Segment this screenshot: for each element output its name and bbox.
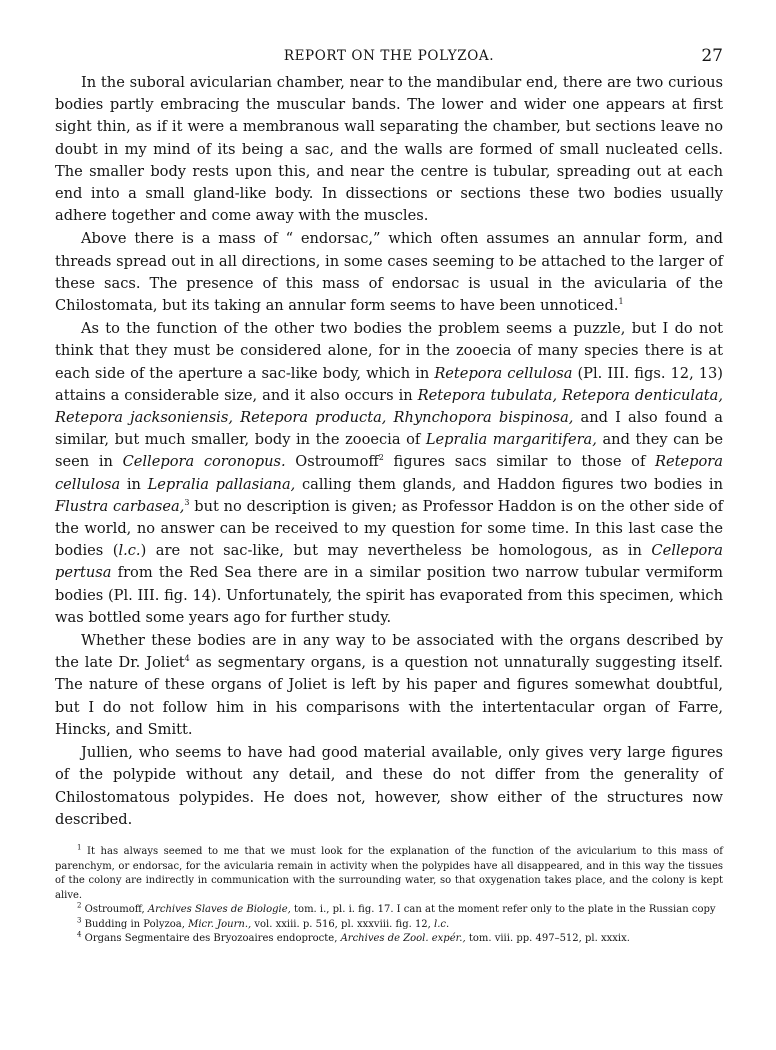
italic-run: l.c. (434, 918, 450, 930)
italic-run: Lepralia pallasiana, (147, 475, 296, 493)
italic-run: Flustra carbasea, (55, 497, 185, 515)
footnote: $^2$ Ostroumoff, Archives Slaves de Biologie, tom. i., pl. i. fig. 17. I can at the moment refer only to the plate in the Russian copy (77, 901, 716, 916)
paragraph: Whether these bodies are in any way to be associated with the organs described by the late Dr. Joliet$^4$ as segmentary organs, is a question not unnaturally suggesting itself. The nature of these organs of Joliet is left by his paper and figures somewhat doubtful, but I do not follow him in his comparisons with the intertentacular organ of Farre, Hincks, and Smitt. (55, 632, 723, 738)
paragraph: In the suboral avicularian chamber, near to the mandibular end, there are two curious bodies partly embracing the muscular bands. The lower and wider one appears at first sight thin, as if it were a membranous wall separating the chamber, but sections leave no doubt in my mind of its being a sac, and the walls are formed of small nucleated cells. The smaller body rests upon this, and near the centre is tubular, spreading out at each end into a small gland-like body. In dissections or sections these two bodies usually adhere together and come away with the muscles. (55, 74, 723, 225)
running-title: REPORT ON THE POLYZOA. (283, 48, 495, 64)
page (55, 44, 723, 947)
italic-run: Archives Slaves de Biologie, (147, 904, 291, 916)
footnote-marker: 1 (77, 843, 82, 852)
footnote-marker: 3 (77, 916, 82, 925)
footnote-marker: 2 (77, 901, 82, 910)
paragraph: As to the function of the other two bodies the problem seems a puzzle, but I do not think that they must be considered alone, for in the zooecia of many species there is at each side of the aperture a sac-like body, which in Retepora cellulosa (Pl. III. figs. 12, 13) attains a considerable size, and it also occurs in Retepora tubulata, Retepora denticulata, Retepora jacksoniensis, Retepora producta, Rhynchopora bispinosa, and I also found a similar, but much smaller, body in the zooecia of Lepralia margaritifera, and they can be seen in Cellepora coronopus. Ostroumoff$^2$ figures sacs similar to those of Retepora cellulosa in Lepralia pallasiana, calling them glands, and Haddon figures two bodies in Flustra carbasea,$^3$ but no description is given; as Professor Haddon is on the other side of the world, no answer can be received to my question for some time. In this last case the bodies (l.c.) are not sac-like, but may nevertheless be homologous, as in Cellepora pertusa from the Red Sea there are in a similar position two narrow tubular vermiform bodies (Pl. III. fig. 14). Unfortunately, the spirit has evaporated from this specimen, which was bottled some years ago for further study. (55, 320, 724, 626)
italic-run: Archives de Zool. expér., (340, 933, 466, 945)
footnote-marker: 2 (378, 453, 384, 463)
footnote: $^1$ It has always seemed to me that we must look for the explanation of the function of the avicularium to this mass of parenchym, or endorsac, for the avicularia remain in activity when the polypides have all disappeared, and in this way the tissues of the colony are indirectly in communication with the surrounding water, so that oxygenation takes place, and the colony is kept alive. (55, 843, 723, 901)
paragraph: Above there is a mass of “ endorsac,” which often assumes an annular form, and threads spread out in all directions, in some cases seeming to be attached to the larger of these sacs. The presence of this mass of endorsac is usual in the avicularia of the Chilostomata, but its taking an annular form seems to have been unnoticed.$^1$ (55, 230, 723, 315)
footnote-marker: 4 (77, 931, 82, 940)
footnote-marker: 3 (184, 498, 190, 507)
footnote: $^3$ Budding in Polyzoa, Micr. Journ., vol. xxiii. p. 516, pl. xxxviii. fig. 12, l.c. (77, 916, 450, 930)
footnotes (55, 845, 723, 947)
italic-run: Cellepora coronopus. (122, 453, 286, 471)
page-header (55, 44, 723, 72)
page-number: 27 (701, 46, 723, 66)
footnote-marker: 1 (618, 297, 624, 307)
paragraph: Jullien, who seems to have had good material available, only gives very large figures of the polypide without any detail, and these do not differ from the generality of Chilostomatous polypides. He does not, however, show either of the structures now described. (55, 744, 723, 828)
footnote-marker: 4 (184, 654, 190, 664)
footnote: $^4$ Organs Segmentaire des Bryozoaires endoprocte, Archives de Zool. expér., tom. viii. pp. 497–512, pl. xxxix. (77, 931, 630, 945)
italic-run: Retepora cellulosa (434, 364, 573, 382)
italic-run: Retepora cellulosa (55, 453, 723, 493)
italic-run: l.c. (118, 542, 141, 560)
italic-run: Retepora tubulata, Retepora denticulata, Retepora jacksoniensis, Retepora producta, Rhynchopora bispinosa, (55, 386, 723, 427)
italic-run: Lepralia margaritifera, (425, 431, 597, 449)
italic-run: Cellepora pertusa (55, 542, 723, 582)
italic-run: Micr. Journ., (188, 918, 252, 930)
body-text (55, 72, 723, 831)
